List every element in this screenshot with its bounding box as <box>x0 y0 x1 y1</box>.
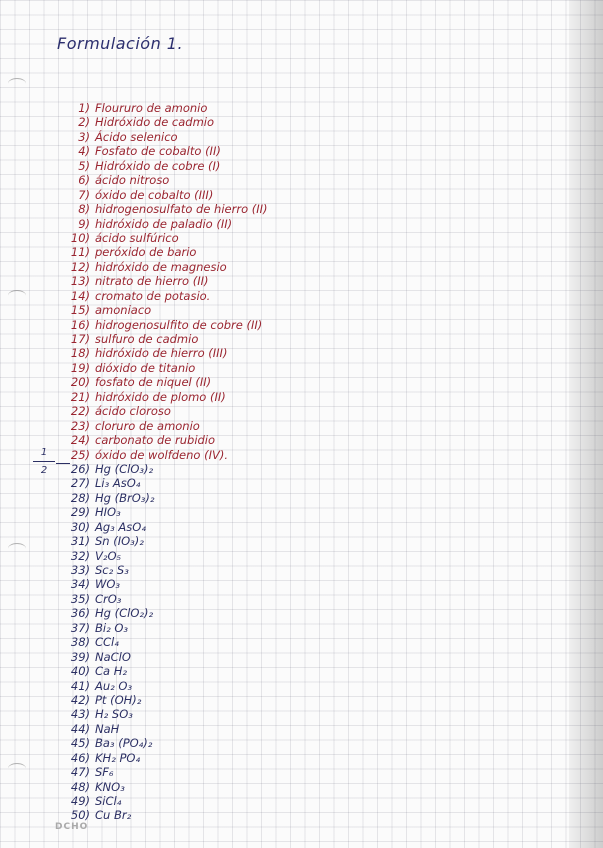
fraction-numerator: 1 <box>40 447 48 458</box>
item-text: ácido nitroso <box>95 173 170 188</box>
item-text: sulfuro de cadmio <box>95 332 199 346</box>
item-number: 48) <box>70 779 90 794</box>
list-item <box>64 115 268 129</box>
list-item <box>64 736 268 750</box>
list-item <box>64 794 268 808</box>
item-text: Hidróxido de cadmio <box>95 115 215 130</box>
item-number: 45) <box>70 736 90 751</box>
list-item <box>64 563 268 577</box>
item-text: KH₂ PO₄ <box>95 750 141 765</box>
item-text: CrO₃ <box>95 591 122 606</box>
item-text: cloruro de amonio <box>95 418 200 433</box>
footer-mark: DCHO <box>55 822 89 832</box>
item-text: HIO₃ <box>95 505 121 520</box>
item-text: Hg (ClO₃)₂ <box>95 461 154 476</box>
item-number: 33) <box>70 563 90 577</box>
item-number: 28) <box>70 490 90 505</box>
item-number: 46) <box>70 750 90 765</box>
item-number: 29) <box>70 505 90 520</box>
fraction-denominator: 2 <box>40 465 48 476</box>
item-text: CCl₄ <box>95 635 119 650</box>
list-item <box>64 462 268 476</box>
item-text: Hidróxido de cobre (I) <box>95 158 221 173</box>
item-number: 27) <box>70 476 90 491</box>
list-item <box>64 318 268 332</box>
list-item <box>64 476 268 490</box>
item-number: 32) <box>70 548 90 563</box>
punch-hole-mark <box>8 78 26 89</box>
item-text: ácido cloroso <box>95 404 171 419</box>
item-number: 14) <box>70 288 90 303</box>
list-item <box>64 577 268 591</box>
item-number: 34) <box>70 577 90 592</box>
list-item <box>64 693 268 707</box>
item-text: nitrato de hierro (II) <box>95 274 209 289</box>
item-text: Bi₂ O₃ <box>95 620 129 635</box>
item-number: 21) <box>70 389 90 404</box>
item-text: KNO₃ <box>95 779 125 794</box>
list-item <box>64 332 268 346</box>
item-text: hidróxido de hierro (III) <box>95 346 228 361</box>
punch-hole-mark <box>8 290 26 301</box>
item-number: 44) <box>70 721 90 736</box>
item-number: 19) <box>70 360 90 375</box>
list-item <box>64 592 268 606</box>
item-text: Sc₂ S₃ <box>95 563 129 577</box>
fraction-bar <box>33 461 55 462</box>
list-item <box>64 144 268 158</box>
item-number: 7) <box>78 187 90 202</box>
list-item <box>64 289 268 303</box>
list-item <box>64 448 268 462</box>
item-number: 18) <box>70 346 90 361</box>
item-number: 3) <box>78 129 90 144</box>
item-text: NaH <box>95 721 120 736</box>
list-item <box>64 159 268 173</box>
item-text: Ácido selenico <box>95 129 178 144</box>
item-text: hidrogenosulfato de hierro (II) <box>95 202 268 217</box>
item-text: hidróxido de plomo (II) <box>95 389 226 404</box>
list-item <box>64 664 268 678</box>
list-item <box>64 217 268 231</box>
item-number: 10) <box>70 230 90 245</box>
item-number: 22) <box>70 404 90 419</box>
page-title: Formulación 1. <box>57 34 184 53</box>
list-item <box>64 650 268 664</box>
list-item <box>64 361 268 375</box>
list-item <box>64 245 268 259</box>
list-item <box>64 679 268 693</box>
item-number: 50) <box>70 808 90 823</box>
item-number: 37) <box>70 620 90 635</box>
item-number: 8) <box>78 202 90 217</box>
item-number: 13) <box>70 274 90 289</box>
item-number: 49) <box>70 794 90 808</box>
item-number: 15) <box>70 303 90 318</box>
item-text: WO₃ <box>95 577 121 592</box>
list-item <box>64 765 268 779</box>
item-text: SiCl₄ <box>95 794 122 808</box>
punch-hole-mark <box>8 763 26 774</box>
item-text: óxido de cobalto (III) <box>95 187 214 202</box>
item-text: V₂O₅ <box>95 548 122 563</box>
item-number: 20) <box>70 375 90 390</box>
item-number: 43) <box>70 707 90 722</box>
margin-divider-line <box>56 463 70 464</box>
item-text: fosfato de niquel (II) <box>95 375 212 390</box>
list-item <box>64 635 268 649</box>
list-item <box>64 130 268 144</box>
item-text: amoniaco <box>95 303 152 318</box>
item-text: Ag₃ AsO₄ <box>95 519 146 534</box>
list-item <box>64 606 268 620</box>
item-number: 38) <box>70 635 90 650</box>
item-number: 16) <box>70 317 90 332</box>
list-item <box>64 101 268 115</box>
item-text: peróxido de bario <box>95 245 197 260</box>
item-number: 35) <box>70 591 90 606</box>
item-text: H₂ SO₃ <box>95 707 133 722</box>
list-item <box>64 231 268 245</box>
list-item <box>64 780 268 794</box>
list-item <box>64 173 268 187</box>
list-item <box>64 491 268 505</box>
item-number: 2) <box>78 115 90 130</box>
item-number: 1) <box>78 101 90 115</box>
item-number: 40) <box>70 664 90 679</box>
punch-hole-mark <box>8 543 26 554</box>
item-text: Pt (OH)₂ <box>95 692 142 707</box>
list-item <box>64 505 268 519</box>
item-text: hidrogenosulfito de cobre (II) <box>95 317 263 332</box>
item-text: Li₃ AsO₄ <box>95 476 141 491</box>
list-item <box>64 534 268 548</box>
list-item <box>64 808 268 822</box>
item-number: 17) <box>70 332 90 346</box>
item-number: 6) <box>78 173 90 188</box>
list-item <box>64 390 268 404</box>
list-item <box>64 520 268 534</box>
list-item <box>64 404 268 418</box>
list-item <box>64 419 268 433</box>
item-text: ácido sulfúrico <box>95 230 179 245</box>
item-number: 39) <box>70 649 90 664</box>
list-item <box>64 433 268 447</box>
item-text: SF₆ <box>95 765 114 780</box>
item-number: 5) <box>78 158 90 173</box>
item-number: 42) <box>70 692 90 707</box>
list-item <box>64 375 268 389</box>
item-text: Ca H₂ <box>95 664 127 679</box>
item-number: 24) <box>70 433 90 448</box>
item-number: 9) <box>78 216 90 231</box>
list-item <box>64 303 268 317</box>
list-item <box>64 722 268 736</box>
item-number: 23) <box>70 418 90 433</box>
item-number: 12) <box>70 259 90 274</box>
item-text: cromato de potasio. <box>95 288 211 303</box>
list-item <box>64 751 268 765</box>
item-text: Sn (IO₃)₂ <box>95 534 144 549</box>
item-text: hidróxido de magnesio <box>95 259 227 274</box>
item-text: Floururo de amonio <box>95 101 208 115</box>
list-item <box>64 346 268 360</box>
item-number: 41) <box>70 678 90 693</box>
item-text: Cu Br₂ <box>95 808 132 823</box>
item-text: dióxido de titanio <box>95 360 196 375</box>
item-number: 47) <box>70 765 90 780</box>
exercise-list <box>64 101 268 823</box>
item-number: 26) <box>70 461 90 476</box>
item-text: Hg (ClO₂)₂ <box>95 606 154 621</box>
list-item <box>64 707 268 721</box>
item-text: Hg (BrO₃)₂ <box>95 490 155 505</box>
item-number: 36) <box>70 606 90 621</box>
list-item <box>64 260 268 274</box>
item-number: 25) <box>70 447 90 462</box>
margin-fraction <box>33 447 55 477</box>
list-item <box>64 549 268 563</box>
list-item <box>64 274 268 288</box>
item-text: Au₂ O₃ <box>95 678 133 693</box>
item-number: 11) <box>70 245 90 260</box>
item-number: 4) <box>78 144 90 159</box>
item-text: Ba₃ (PO₄)₂ <box>95 736 153 751</box>
item-text: carbonato de rubidio <box>95 433 216 448</box>
list-item <box>64 202 268 216</box>
item-text: Fosfato de cobalto (II) <box>95 144 221 159</box>
item-text: hidróxido de paladio (II) <box>95 216 233 231</box>
list-item <box>64 621 268 635</box>
list-item <box>64 188 268 202</box>
item-text: óxido de wolfdeno (IV). <box>95 447 228 462</box>
item-number: 30) <box>70 519 90 534</box>
item-text: NaClO <box>95 649 131 664</box>
item-number: 31) <box>70 534 90 549</box>
